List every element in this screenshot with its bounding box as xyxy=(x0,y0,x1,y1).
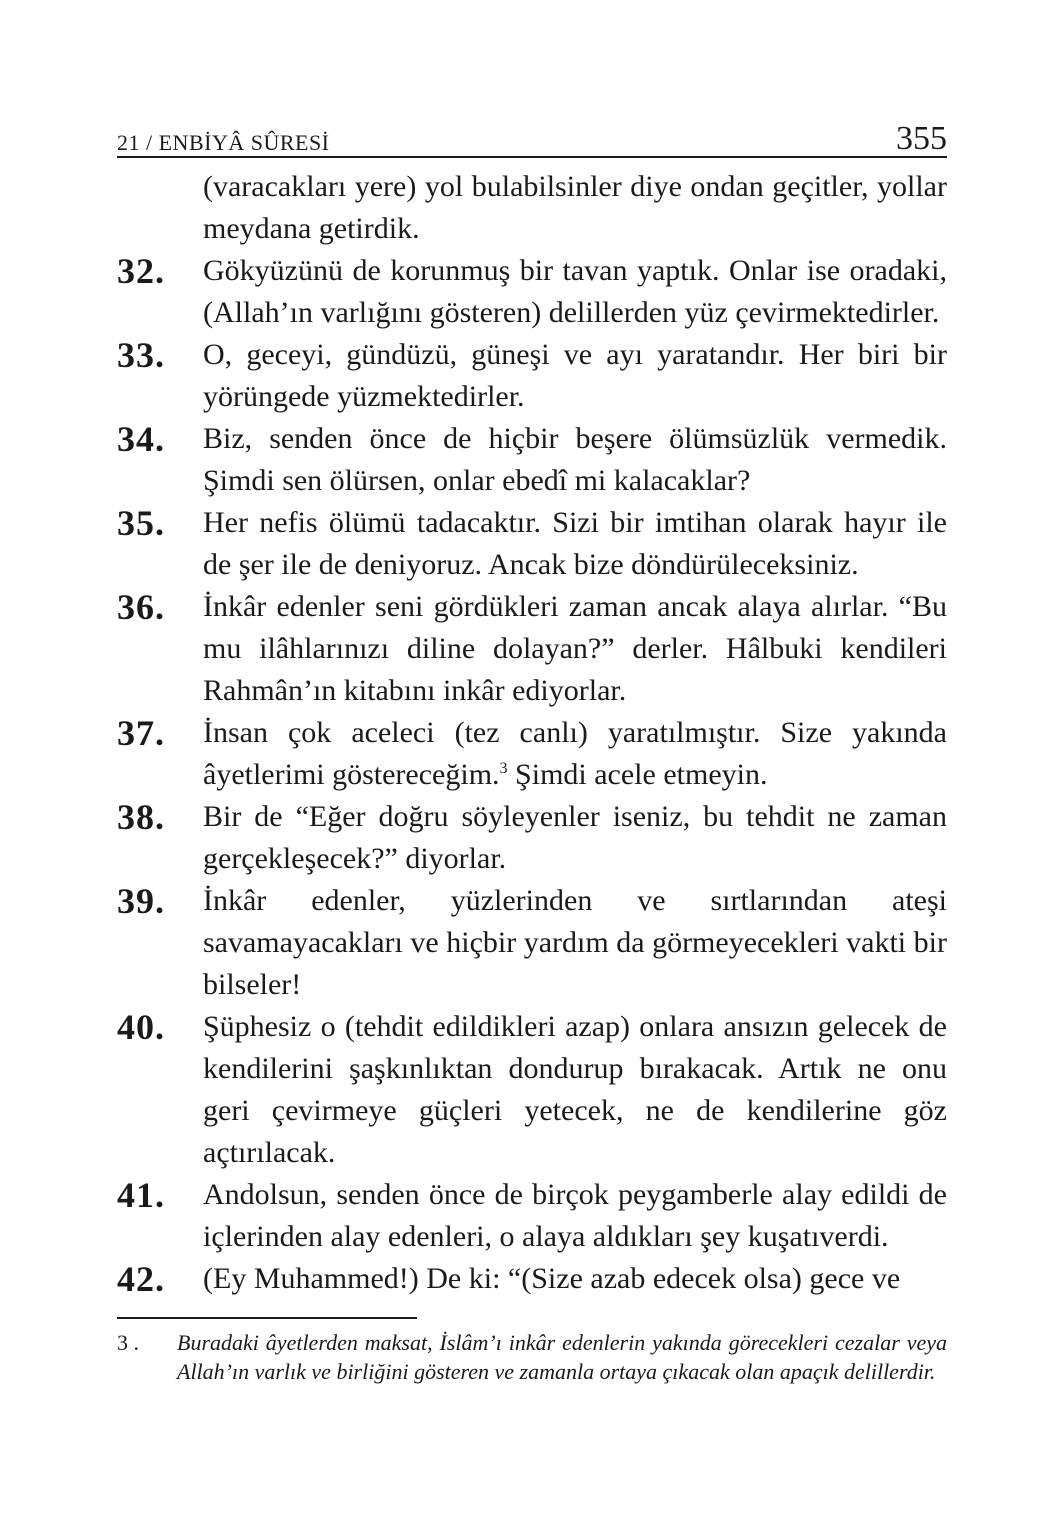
verse-text: Her nefis ölümü tadacaktır. Sizi bir imtihan olarak hayır ile de şer ile de deniyoruz. Ancak bize döndürüleceksiniz. xyxy=(203,506,947,581)
verse-text-part: Şimdi acele etmeyin. xyxy=(507,758,768,791)
verse-number: 39. xyxy=(117,881,165,921)
verse-text: (varacakları yere) yol bulabilsinler diye ondan geçitler, yollar meydana getirdik. xyxy=(203,170,947,245)
verse-text: İnkâr edenler seni gördükleri zaman ancak alaya alırlar. “Bu mu ilâhlarınızı diline dolayan?” derler. Hâlbuki kendileri Rahmân’ın kitabını inkâr ediyorlar. xyxy=(203,590,947,707)
verse-number: 40. xyxy=(117,1007,165,1047)
verse-number: 32. xyxy=(117,251,165,291)
verse-35 xyxy=(117,502,947,586)
verse-42 xyxy=(117,1258,947,1300)
verse-number: 33. xyxy=(117,335,165,375)
verse-36 xyxy=(117,586,947,712)
verse-33 xyxy=(117,334,947,418)
verse-text: Bir de “Eğer doğru söyleyenler iseniz, bu tehdit ne zaman gerçekleşecek?” diyorlar. xyxy=(203,800,947,875)
footnote xyxy=(117,1328,947,1386)
verse-number: 37. xyxy=(117,713,165,753)
verse-number: 38. xyxy=(117,797,165,837)
footnote-mark: 3 . xyxy=(117,1330,139,1355)
verse-text: Gökyüzünü de korunmuş bir tavan yaptık. Onlar ise oradaki, (Allah’ın varlığını gösteren) delillerden yüz çevirmektedirler. xyxy=(203,254,947,329)
verse-text-part: İnsan çok aceleci (tez canlı) yaratılmıştır. Size yakında âyetlerimi göstereceğim. xyxy=(203,716,947,791)
verse-text: O, geceyi, gündüzü, güneşi ve ayı yaratandır. Her biri bir yörüngede yüzmektedirler. xyxy=(203,338,947,413)
verse-text: Biz, senden önce de hiçbir beşere ölümsüzlük vermedik. Şimdi sen ölürsen, onlar ebedî mi kalacaklar? xyxy=(203,422,947,497)
verse-number: 34. xyxy=(117,419,165,459)
running-head: 21 / ENBİYÂ SÛRESİ xyxy=(117,130,330,155)
verse-text: İnkâr edenler, yüzlerinden ve sırtlarından ateşi savamayacakları ve hiçbir yardım da görmeyecekleri vakti bir bilseler! xyxy=(203,884,947,1001)
verse-41 xyxy=(117,1174,947,1258)
footnote-reference[interactable]: 3 xyxy=(499,760,508,777)
verse-39 xyxy=(117,880,947,1006)
verse-37 xyxy=(117,712,947,796)
verse-continuation xyxy=(117,166,947,250)
verse-number: 41. xyxy=(117,1175,165,1215)
verse-number: 35. xyxy=(117,503,165,543)
page-header xyxy=(117,112,947,158)
footnote-text: Buradaki âyetlerden maksat, İslâm’ı inkâr edenlerin yakında görecekleri cezalar veya Allah’ın varlık ve birliğini gösteren ve zamanla ortaya çıkacak olan apaçık delillerdir. xyxy=(177,1330,947,1384)
header-rule xyxy=(117,156,947,158)
verse-number: 42. xyxy=(117,1259,165,1299)
page-number: 355 xyxy=(896,120,947,157)
verse-body xyxy=(117,166,947,1300)
verse-34 xyxy=(117,418,947,502)
verse-text: Andolsun, senden önce de birçok peygamberle alay edildi de içlerinden alay edenleri, o alaya aldıkları şey kuşatıverdi. xyxy=(203,1178,947,1253)
verse-38 xyxy=(117,796,947,880)
verse-number: 36. xyxy=(117,587,165,627)
verse-text xyxy=(203,712,947,796)
footnote-rule xyxy=(117,1317,417,1319)
verse-text: (Ey Muhammed!) De ki: “(Size azab edecek olsa) gece ve xyxy=(203,1262,901,1295)
verse-40 xyxy=(117,1006,947,1174)
verse-text: Şüphesiz o (tehdit edildikleri azap) onlara ansızın gelecek de kendilerini şaşkınlıktan dondurup bırakacak. Artık ne onu geri çevirmeye güçleri yetecek, ne de kendilerine göz açtırılacak. xyxy=(203,1010,947,1169)
verse-32 xyxy=(117,250,947,334)
